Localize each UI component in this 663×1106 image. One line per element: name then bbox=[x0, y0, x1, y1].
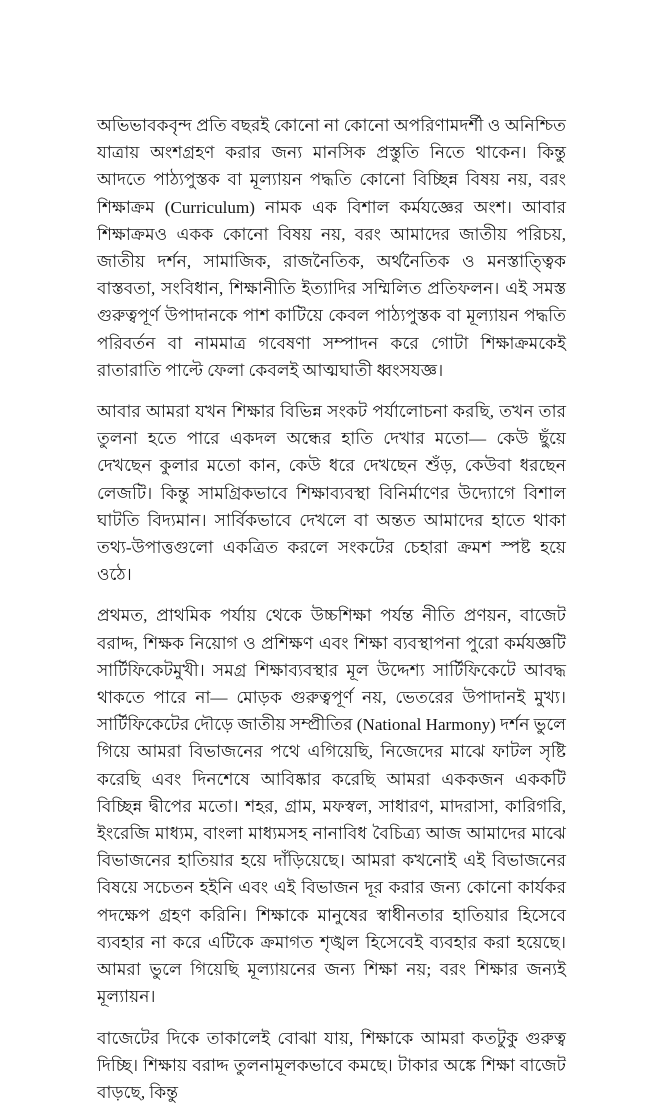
body-paragraph-1: অভিভাবকবৃন্দ প্রতি বছরই কোনো না কোনো অপরিণামদর্শী ও অনিশ্চিত যাত্রায় অংশগ্রহণ করার জন্য মানসিক প্রস্তুতি নিতে থাকেন। কিন্তু আদতে পাঠ্যপুস্তক বা মূল্যায়ন পদ্ধতি কোনো বিচ্ছিন্ন বিষয় নয়, বরং শিক্ষাক্রম (Curriculum) নামক এক বিশাল কর্মযজ্ঞের অংশ। আবার শিক্ষাক্রমও একক কোনো বিষয় নয়, বরং আমাদের জাতীয় পরিচয়, জাতীয় দর্শন, সামাজিক, রাজনৈতিক, অর্থনৈতিক ও মনস্তাত্ত্বিক বাস্তবতা, সংবিধান, শিক্ষানীতি ইত্যাদির সম্মিলিত প্রতিফলন। এই সমস্ত গুরুত্বপূর্ণ উপাদানকে পাশ কাটিয়ে কেবল পাঠ্যপুস্তক বা মূল্যায়ন পদ্ধতি পরিবর্তন বা নামমাত্র গবেষণা সম্পাদন করে গোটা শিক্ষাক্রমকেই রাতারাতি পাল্টে ফেলা কেবলই আত্মঘাতী ধ্বংসযজ্ঞ। bbox=[97, 112, 566, 384]
body-paragraph-2: আবার আমরা যখন শিক্ষার বিভিন্ন সংকট পর্যালোচনা করছি, তখন তার তুলনা হতে পারে একদল অন্ধের হাতি দেখার মতো— কেউ ছুঁয়ে দেখছেন কুলার মতো কান, কেউ ধরে দেখছেন শুঁড়, কেউবা ধরছেন লেজটি। কিন্তু সামগ্রিকভাবে শিক্ষাব্যবস্থা বিনির্মাণের উদ্যোগে বিশাল ঘাটতি বিদ্যমান। সার্বিকভাবে দেখলে বা অন্তত আমাদের হাতে থাকা তথ্য-উপাত্তগুলো একত্রিত করলে সংকটের চেহারা ক্রমশ স্পষ্ট হয়ে ওঠে। bbox=[97, 398, 566, 588]
page-footer-zone bbox=[0, 950, 663, 1024]
body-paragraph-3: প্রথমত, প্রাথমিক পর্যায় থেকে উচ্চশিক্ষা পর্যন্ত নীতি প্রণয়ন, বাজেট বরাদ্দ, শিক্ষক নিয়োগ ও প্রশিক্ষণ এবং শিক্ষা ব্যবস্থাপনা পুরো কর্মযজ্ঞটি সার্টিফিকেটমুখী। সমগ্র শিক্ষাব্যবস্থার মূল উদ্দেশ্য সার্টিফিকেটে আবদ্ধ থাকতে পারে না— মোড়ক গুরুত্বপূর্ণ নয়, ভেতরের উপাদানই মুখ্য। সার্টিফিকেটের দৌড়ে জাতীয় সম্প্রীতির (National Harmony) দর্শন ভুলে গিয়ে আমরা বিভাজনের পথে এগিয়েছি, নিজেদের মাঝে ফাটল সৃষ্টি করেছি এবং দিনশেষে আবিষ্কার করেছি আমরা এককজন এককটি বিচ্ছিন্ন দ্বীপের মতো। শহর, গ্রাম, মফস্বল, সাধারণ, মাদরাসা, কারিগরি, ইংরেজি মাধ্যম, বাংলা মাধ্যমসহ নানাবিধ বৈচিত্র্য আজ আমাদের মাঝে বিভাজনের হাতিয়ার হয়ে দাঁড়িয়েছে। আমরা কখনোই এই বিভাজনের বিষয়ে সচেতন হইনি এবং এই বিভাজন দূর করার জন্য কোনো কার্যকর পদক্ষেপ গ্রহণ করিনি। শিক্ষাকে মানুষের স্বাধীনতার হাতিয়ার হিসেবে ব্যবহার না করে এটিকে ক্রমাগত শৃঙ্খল হিসেবেই ব্যবহার করা হয়েছে। আমরা ভুলে গিয়েছি মূল্যায়নের জন্য শিক্ষা নয়; বরং শিক্ষার জন্যই মূল্যায়ন। bbox=[97, 602, 566, 1010]
page-header-zone bbox=[0, 0, 663, 112]
body-paragraph-4: বাজেটের দিকে তাকালেই বোঝা যায়, শিক্ষাকে আমরা কতটুকু গুরুত্ব দিচ্ছি। শিক্ষায় বরাদ্দ তুলনামূলকভাবে কমছে। টাকার অঙ্কে শিক্ষা বাজেট বাড়ছে, কিন্তু bbox=[97, 1025, 566, 1106]
